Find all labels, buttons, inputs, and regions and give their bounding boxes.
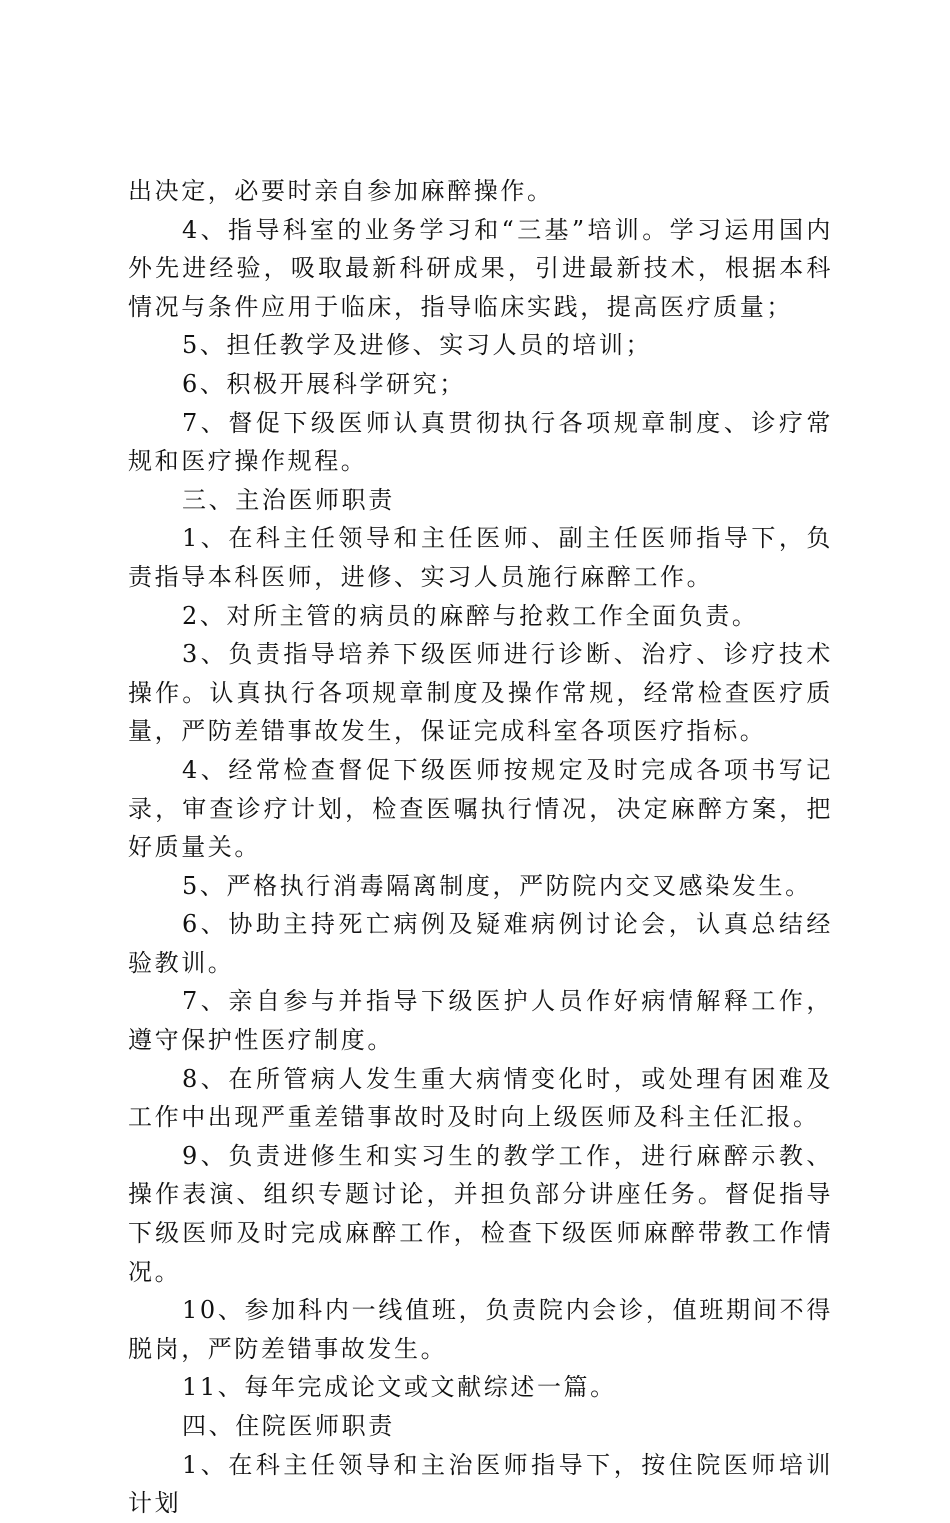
paragraph-item-7: 7、督促下级医师认真贯彻执行各项规章制度、诊疗常规和医疗操作规程。 bbox=[128, 408, 833, 476]
attending-item-1: 1、在科主任领导和主任医师、副主任医师指导下，负责指导本科医师，进修、实习人员施行麻醉工作。 bbox=[128, 524, 833, 591]
paragraph-item-5: 5、担任教学及进修、实习人员的培训； bbox=[182, 331, 653, 360]
attending-item-4: 4、经常检查督促下级医师按规定及时完成各项书写记录，审查诊疗计划，检查医嘱执行情况，决定麻醉方案，把好质量关。 bbox=[128, 755, 833, 862]
attending-item-3: 3、负责指导培养下级医师进行诊断、治疗、诊疗技术操作。认真执行各项规章制度及操作常规，经常检查医疗质量，严防差错事故发生，保证完成科室各项医疗指标。 bbox=[128, 640, 833, 746]
paragraph-continuation: 出决定，必要时亲自参加麻醉操作。 bbox=[128, 177, 554, 205]
attending-item-9: 9、负责进修生和实习生的教学工作，进行麻醉示教、操作表演、组织专题讨论，并担负部分讲座任务。督促指导下级医师及时完成麻醉工作，检查下级医师麻醉带教工作情况。 bbox=[128, 1141, 833, 1286]
attending-item-7: 7、亲自参与并指导下级医护人员作好病情解释工作，遵守保护性医疗制度。 bbox=[128, 987, 833, 1055]
paragraph-item-6: 6、积极开展科学研究； bbox=[182, 369, 466, 398]
paragraph-item-4: 4、指导科室的业务学习和“三基”培训。学习运用国内外先进经验，吸取最新科研成果，引进最新技术，根据本科情况与条件应用于临床，指导临床实践，提高医疗质量； bbox=[128, 215, 833, 321]
section-heading-resident: 四、住院医师职责 bbox=[182, 1412, 395, 1440]
attending-item-6: 6、协助主持死亡病例及疑难病例讨论会，认真总结经验教训。 bbox=[128, 910, 833, 977]
section-heading-attending: 三、主治医师职责 bbox=[182, 485, 395, 514]
attending-item-10: 10、参加科内一线值班，负责院内会诊，值班期间不得脱岗，严防差错事故发生。 bbox=[128, 1296, 833, 1363]
attending-item-8: 8、在所管病人发生重大病情变化时，或处理有困难及工作中出现严重差错事故时及时向上级医师及科主任汇报。 bbox=[128, 1064, 833, 1132]
attending-item-11: 11、每年完成论文或文献综述一篇。 bbox=[182, 1373, 617, 1402]
attending-item-2: 2、对所主管的病员的麻醉与抢救工作全面负责。 bbox=[182, 601, 759, 630]
resident-item-1: 1、在科主任领导和主治医师指导下，按住院医师培训计划 bbox=[128, 1450, 833, 1518]
attending-item-5: 5、严格执行消毒隔离制度，严防院内交叉感染发生。 bbox=[182, 871, 812, 900]
document-body bbox=[128, 172, 833, 1523]
